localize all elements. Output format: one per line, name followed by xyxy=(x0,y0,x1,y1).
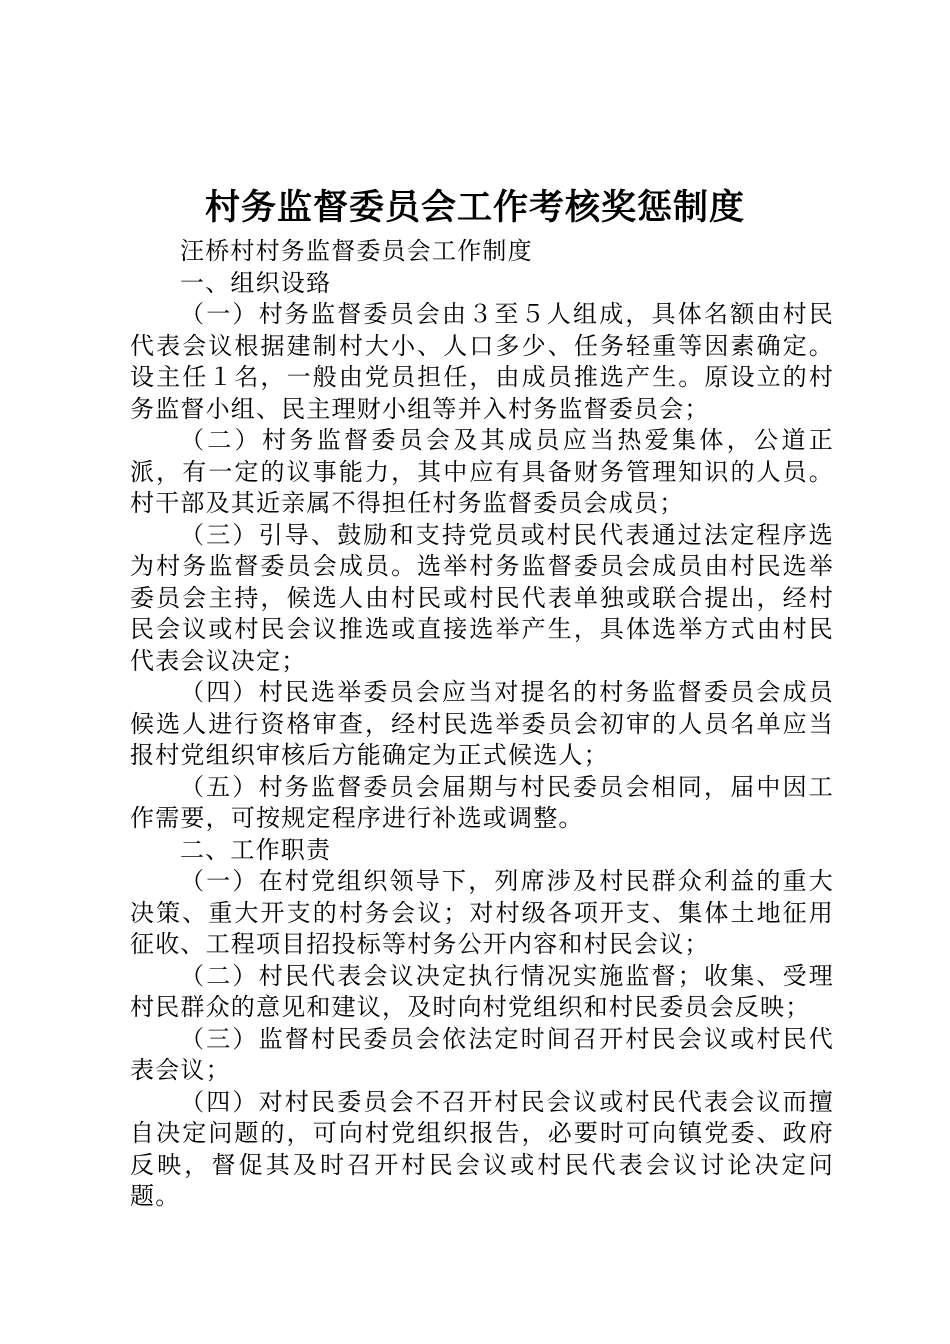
section-heading: 二、工作职责 xyxy=(180,835,332,864)
paragraph: （二）村务监督委员会及其成员应当热爱集体，公道正派，有一定的议事能力，其中应有具备财务管理知识的人员。村干部及其近亲属不得担任村务监督委员会成员； xyxy=(130,426,834,517)
paragraph: （四）对村民委员会不召开村民会议或村民代表会议而擅自决定问题的，可向村党组织报告，必要时可向镇党委、政府反映，督促其及时召开村民会议或村民代表会议讨论决定问题。 xyxy=(130,1087,834,1210)
paragraph: （一）在村党组织领导下，列席涉及村民群众利益的重大决策、重大开支的村务会议；对村级各项开支、集体土地征用征收、工程项目招投标等村务公开内容和村民会议； xyxy=(130,867,834,958)
document-subtitle: 汪桥村村务监督委员会工作制度 xyxy=(180,237,533,265)
paragraph: （四）村民选举委员会应当对提名的村务监督委员会成员候选人进行资格审查，经村民选举委员会初审的人员名单应当报村党组织审核后方能确定为正式候选人； xyxy=(130,678,834,769)
section-heading: 一、组织设臵 xyxy=(180,268,332,297)
paragraph: （五）村务监督委员会届期与村民委员会相同，届中因工作需要，可按规定程序进行补选或调整。 xyxy=(130,772,834,832)
document-body xyxy=(130,236,834,1213)
paragraph: （一）村务监督委员会由３至５人组成，具体名额由村民代表会议根据建制村大小、人口多少、任务轻重等因素确定。设主任１名，一般由党员担任，由成员推选产生。原设立的村务监督小组、民主理财小组等并入村务监督委员会； xyxy=(130,300,834,423)
paragraph: （二）村民代表会议决定执行情况实施监督；收集、受理村民群众的意见和建议，及时向村党组织和村民委员会反映； xyxy=(130,961,834,1021)
document-title: 村务监督委员会工作考核奖惩制度 xyxy=(204,188,745,228)
paragraph: （三）监督村民委员会依法定时间召开村民会议或村民代表会议； xyxy=(130,1024,834,1084)
paragraph: （三）引导、鼓励和支持党员或村民代表通过法定程序选为村务监督委员会成员。选举村务监督委员会成员由村民选举委员会主持，候选人由村民或村民代表单独或联合提出，经村民会议或村民会议推选或直接选举产生，具体选举方式由村民代表会议决定； xyxy=(130,520,834,675)
